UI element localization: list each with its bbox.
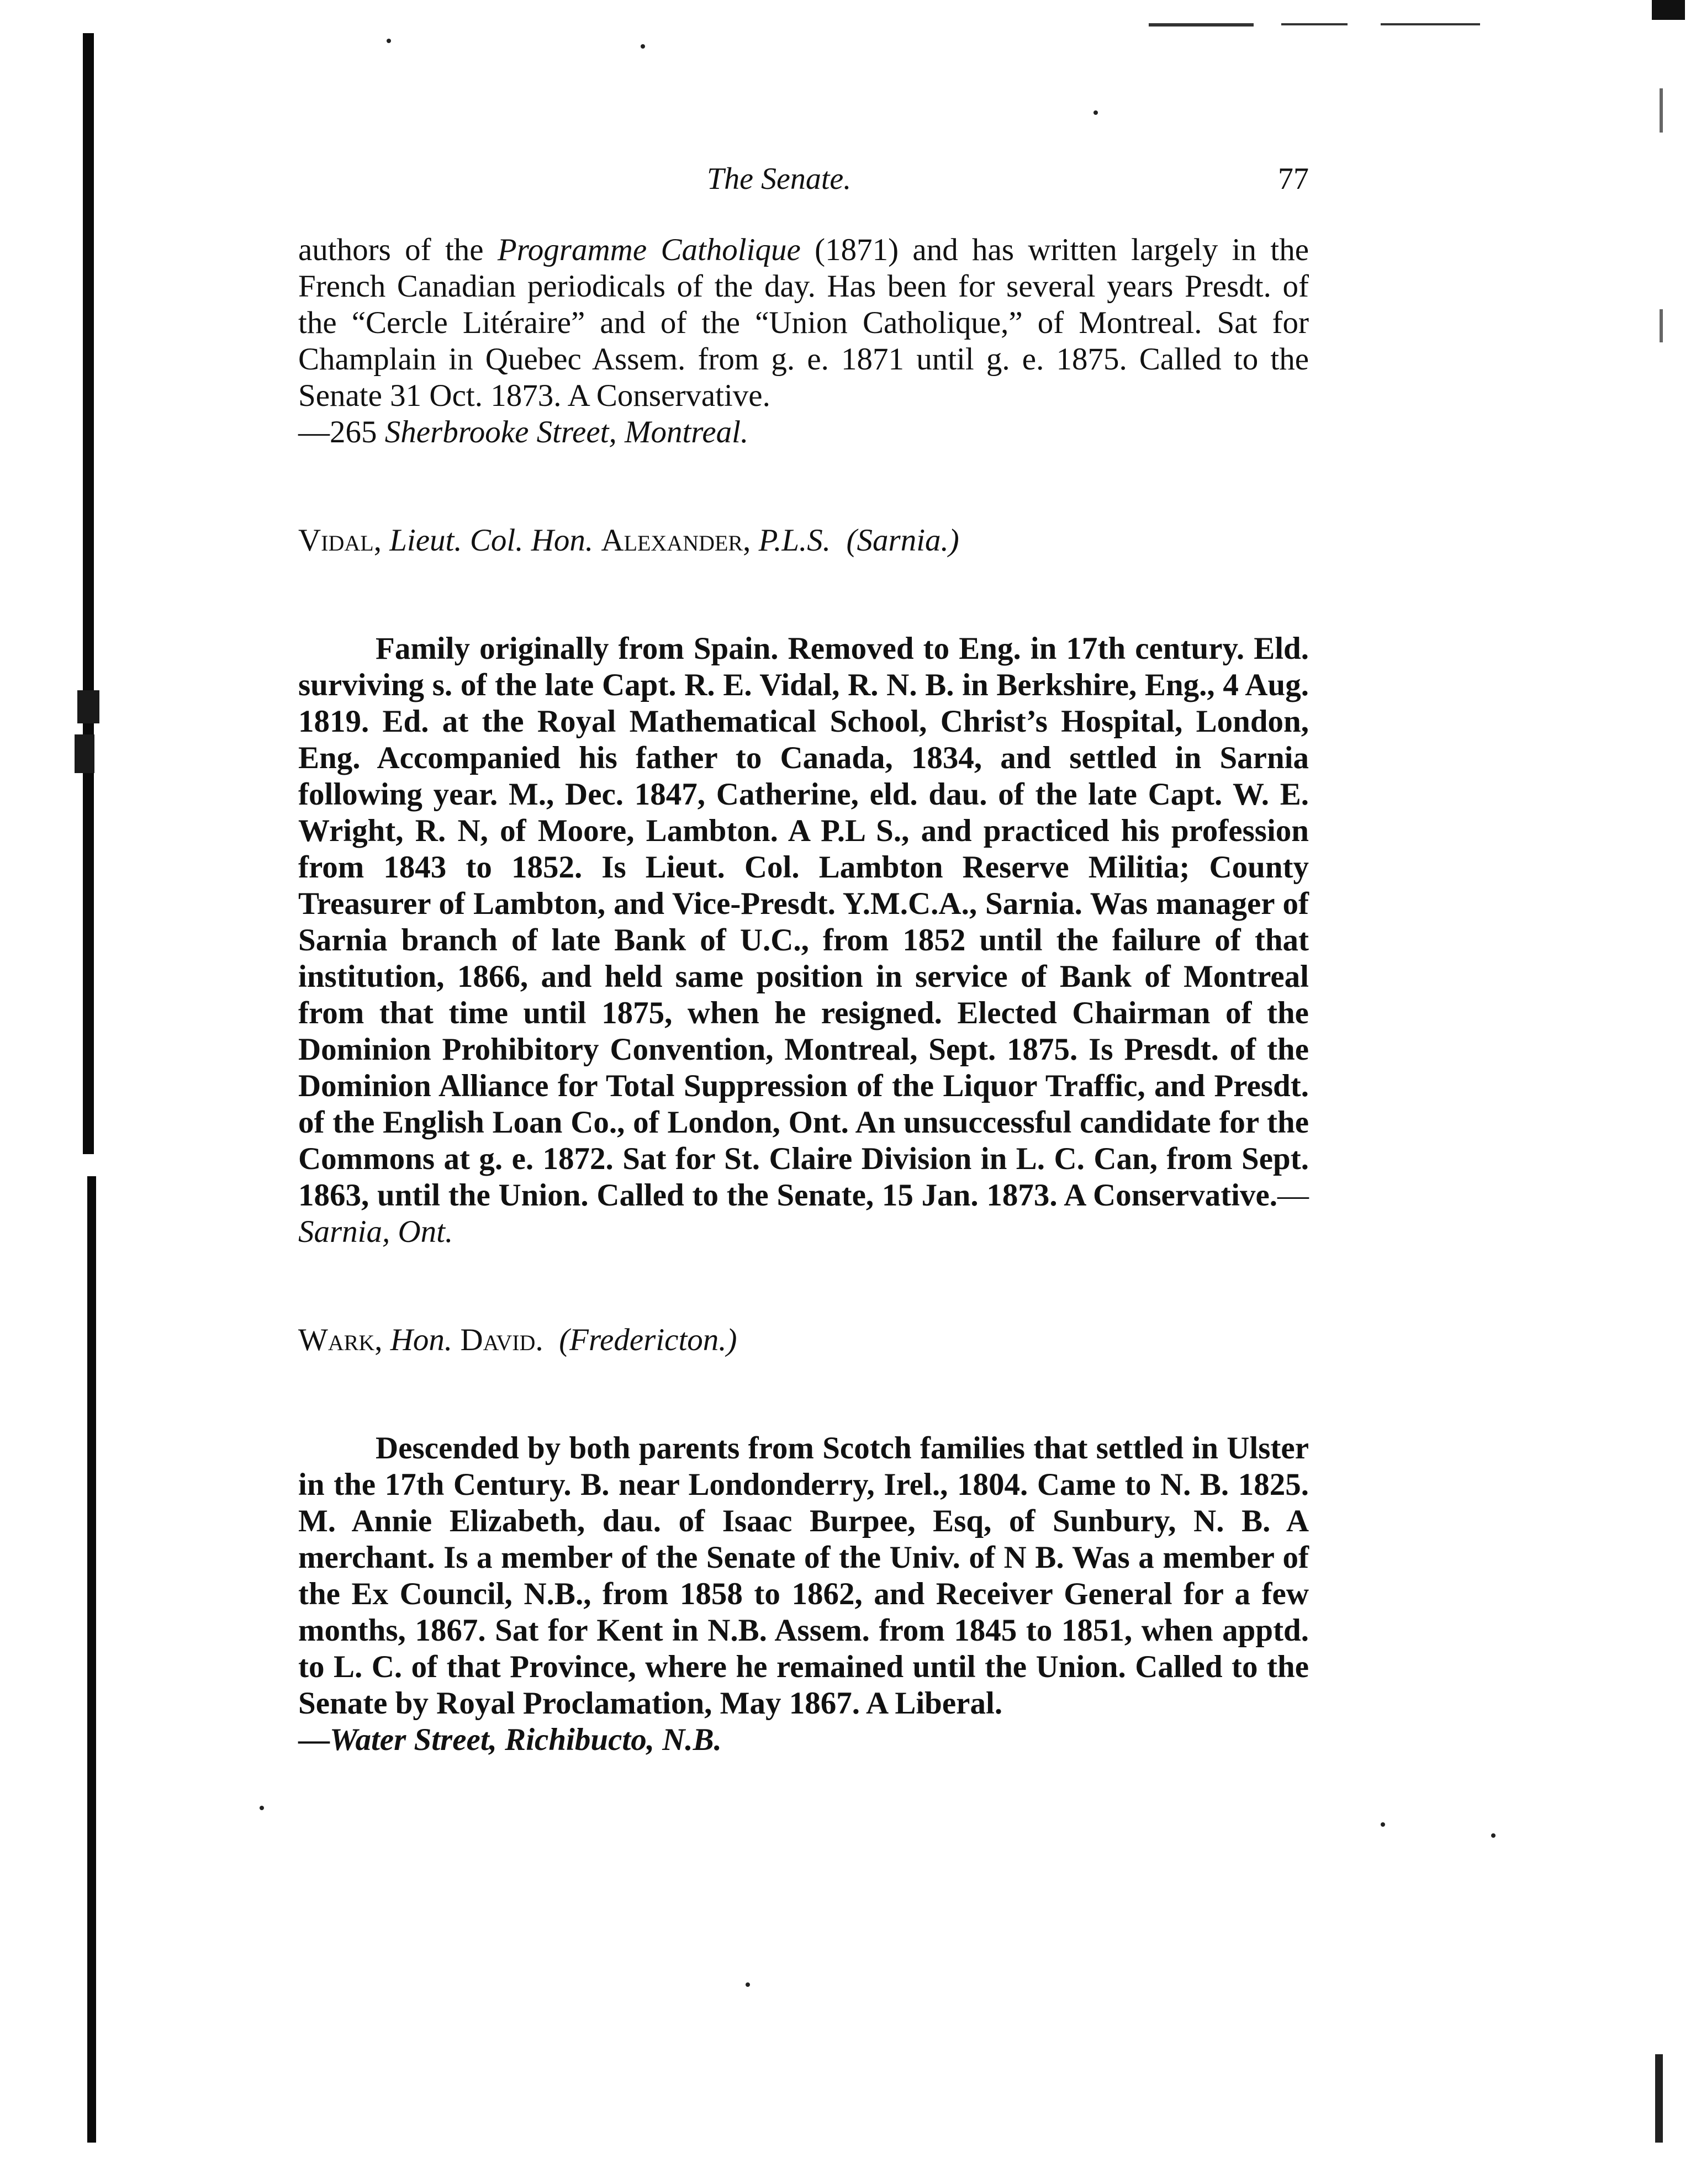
entry-title: Hon. [390, 1323, 453, 1357]
scan-edge-mark [1660, 88, 1663, 133]
address-prefix: —265 [298, 415, 385, 450]
scan-speck [1491, 1833, 1496, 1838]
scan-speck [260, 1806, 264, 1810]
page-body [298, 232, 1309, 1758]
scan-top-dash [1381, 23, 1480, 25]
address-text: Sarnia, Ont. [298, 1214, 453, 1249]
binding-mark [77, 690, 99, 723]
entry-given-name: Alexander [601, 523, 743, 558]
entry-given-name: David. [460, 1323, 543, 1357]
scan-top-dash [1149, 23, 1254, 27]
scan-speck [641, 44, 645, 49]
scan-top-dash [1281, 23, 1348, 25]
continued-text-rest: (1871) and has written largely in the French Canadian periodicals of the day. Has been for several years Presdt. of the “Cercle Litéraire” and of the “Union Catholique,” of Montreal. Sat for Champlain in Quebec Assem. from g. e. 1871 until g. e. 1875. Called to the Senate 31 Oct. 1873. A Conservative. [298, 232, 1309, 413]
entry-bio-vidal [298, 631, 1309, 1250]
entry-seat: (Sarnia.) [846, 523, 959, 558]
continued-entry-text [298, 232, 1309, 414]
page-header [298, 161, 1309, 205]
scan-corner-mark [1652, 0, 1685, 20]
continued-text: authors of the [298, 232, 498, 267]
scan-speck [387, 39, 391, 43]
running-head: The Senate. [707, 162, 852, 196]
scan-edge-mark [1660, 309, 1663, 342]
scan-edge-mark [1655, 2054, 1663, 2143]
page-number: 77 [1278, 162, 1309, 196]
address-prefix: — [1277, 1178, 1309, 1213]
entry-address-wark [298, 1722, 1309, 1758]
address-prefix: — [298, 1722, 330, 1757]
entry-heading-vidal: Vidal, Lieut. Col. Hon. Alexander, P.L.S. (Sarnia.) [298, 523, 959, 558]
continued-entry-address [298, 414, 1309, 451]
entry-bio-text: Descended by both parents from Scotch families that settled in Ulster in the 17th Century. B. near Londonderry, Irel., 1804. Came to N. B. 1825. M. Annie Elizabeth, dau. of Isaac Burpee, Esq, of Sunbury, N. B. A merchant. Is a member of the Senate of the Univ. of N B. Was a member of the Ex Council, N.B., from 1858 to 1862, and Receiver General for a few months, 1867. Sat for Kent in N.B. Assem. from 1845 to 1851, when apptd. to L. C. of that Province, where he remained until the Union. Called to the Senate by Royal Proclamation, May 1867. A Liberal. [298, 1431, 1309, 1721]
entry-seat: (Fredericton.) [559, 1323, 737, 1357]
continued-italic-title: Programme Catholique [497, 232, 801, 267]
entry-bio-text: Family originally from Spain. Removed to Eng. in 17th century. Eld. surviving s. of the late Capt. R. E. Vidal, R. N. B. in Berkshire, Eng., 4 Aug. 1819. Ed. at the Royal Mathematical School, Christ’s Hospital, London, Eng. Accompanied his father to Canada, 1834, and settled in Sarnia following year. M., Dec. 1847, Catherine, eld. dau. of the late Capt. W. E. Wright, R. N, of Moore, Lambton. A P.L S., and practiced his profession from 1843 to 1852. Is Lieut. Col. Lambton Reserve Militia; County Treasurer of Lambton, and Vice-Presdt. Y.M.C.A., Sarnia. Was manager of Sarnia branch of late Bank of U.C., from 1852 until the failure of that institution, 1866, and held same position in service of Bank of Montreal from that time until 1875, when he resigned. Elected Chairman of the Dominion Prohibitory Convention, Montreal, Sept. 1875. Is Presdt. of the Dominion Alliance for Total Suppression of the Liquor Traffic, and Presdt. of the English Loan Co., of London, Ont. An unsuccessful candidate for the Commons at g. e. 1872. Sat for St. Claire Division in L. C. Can, from Sept. 1863, until the Union. Called to the Senate, 15 Jan. 1873. A Conservative. [298, 631, 1309, 1213]
scan-speck [1381, 1822, 1385, 1827]
entry-heading-wark: Wark, Hon. David. (Fredericton.) [298, 1323, 737, 1357]
entry-suffix: P.L.S. [758, 523, 831, 558]
entry-surname: Wark [298, 1323, 375, 1357]
binding-mark [75, 734, 94, 773]
binding-edge-lower [87, 1176, 96, 2143]
binding-edge-upper [83, 33, 94, 1154]
scan-speck [746, 1982, 750, 1987]
scan-speck [1093, 110, 1098, 115]
entry-bio-wark [298, 1430, 1309, 1722]
address-text: Sherbrooke Street, Montreal. [384, 415, 749, 450]
address-text: Water Street, Richibucto, N.B. [330, 1722, 722, 1757]
entry-surname: Vidal [298, 523, 374, 558]
entry-title: Lieut. Col. Hon. [389, 523, 594, 558]
